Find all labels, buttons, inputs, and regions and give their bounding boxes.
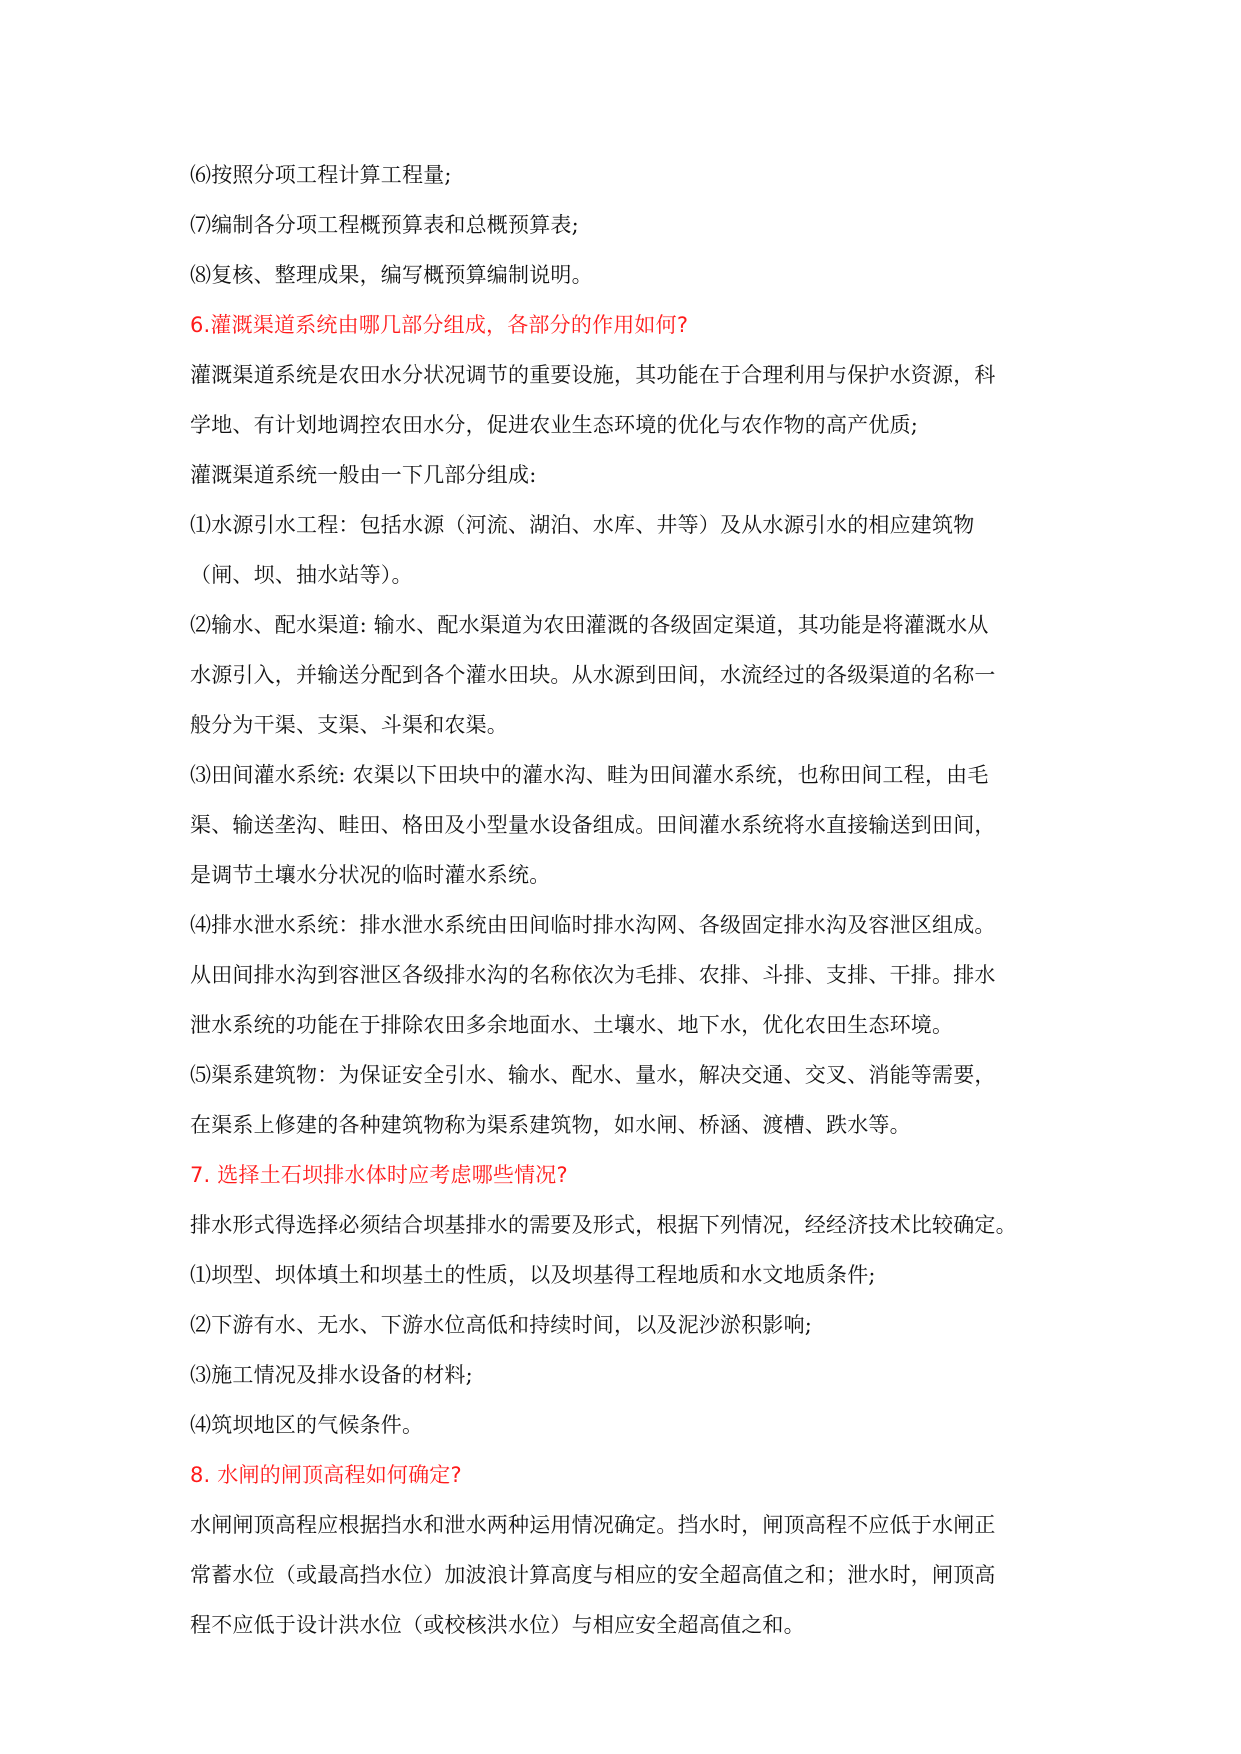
answer-6-line: 灌溉渠道系统一般由一下几部分组成: [190, 463, 537, 487]
answer-6-item-3: ⑶田间灌水系统: 农渠以下田块中的灌水沟、畦为田间灌水系统，也称田间工程，由毛 [190, 763, 989, 787]
answer-6-item-2: 般分为干渠、支渠、斗渠和农渠。 [190, 713, 508, 737]
answer-7-item-1: ⑴坝型、坝体填土和坝基土的性质，以及坝基得工程地质和水文地质条件; [190, 1263, 876, 1287]
answer-6-item-1: ⑴水源引水工程：包括水源（河流、湖泊、水库、井等）及从水源引水的相应建筑物 [190, 513, 975, 537]
answer-7-line: 排水形式得选择必须结合坝基排水的需要及形式，根据下列情况，经经济技术比较确定。 [190, 1213, 1017, 1237]
question-7-heading: 7. 选择土石坝排水体时应考虑哪些情况? [190, 1163, 568, 1187]
answer-6-item-3: 是调节土壤水分状况的临时灌水系统。 [190, 863, 551, 887]
question-6-heading: 6.灌溉渠道系统由哪几部分组成，各部分的作用如何? [190, 313, 689, 337]
answer-7-item-3: ⑶施工情况及排水设备的材料; [190, 1363, 473, 1387]
answer-6-item-2: 水源引入，并输送分配到各个灌水田块。从水源到田间，水流经过的各级渠道的名称一 [190, 663, 996, 687]
answer-6-item-5: 在渠系上修建的各种建筑物称为渠系建筑物，如水闸、桥涵、渡槽、跌水等。 [190, 1113, 911, 1137]
step-6-line: ⑹按照分项工程计算工程量; [190, 163, 452, 187]
answer-8-line: 水闸闸顶高程应根据挡水和泄水两种运用情况确定。挡水时，闸顶高程不应低于水闸正 [190, 1513, 996, 1537]
answer-8-line: 常蓄水位（或最高挡水位）加波浪计算高度与相应的安全超高值之和；泄水时，闸顶高 [190, 1563, 996, 1587]
answer-6-item-3: 渠、输送垄沟、畦田、格田及小型量水设备组成。田间灌水系统将水直接输送到田间， [190, 813, 996, 837]
step-7-line: ⑺编制各分项工程概预算表和总概预算表; [190, 213, 579, 237]
step-8-line: ⑻复核、整理成果，编写概预算编制说明。 [190, 263, 593, 287]
answer-6-line: 学地、有计划地调控农田水分，促进农业生态环境的优化与农作物的高产优质; [190, 413, 919, 437]
answer-6-item-1: （闸、坝、抽水站等）。 [190, 563, 413, 587]
answer-7-item-2: ⑵下游有水、无水、下游水位高低和持续时间，以及泥沙淤积影响; [190, 1313, 813, 1337]
question-8-heading: 8. 水闸的闸顶高程如何确定? [190, 1463, 462, 1487]
answer-7-item-4: ⑷筑坝地区的气候条件。 [190, 1413, 424, 1437]
answer-6-item-4: ⑷排水泄水系统：排水泄水系统由田间临时排水沟网、各级固定排水沟及容泄区组成。 [190, 913, 996, 937]
answer-6-item-4: 从田间排水沟到容泄区各级排水沟的名称依次为毛排、农排、斗排、支排、干排。排水 [190, 963, 996, 987]
answer-6-line: 灌溉渠道系统是农田水分状况调节的重要设施，其功能在于合理利用与保护水资源，科 [190, 363, 996, 387]
answer-6-item-5: ⑸渠系建筑物：为保证安全引水、输水、配水、量水，解决交通、交叉、消能等需要， [190, 1063, 996, 1087]
answer-6-item-2: ⑵输水、配水渠道: 输水、配水渠道为农田灌溉的各级固定渠道，其功能是将灌溉水从 [190, 613, 989, 637]
answer-8-line: 程不应低于设计洪水位（或校核洪水位）与相应安全超高值之和。 [190, 1613, 805, 1637]
document-page [190, 150, 1065, 1650]
answer-6-item-4: 泄水系统的功能在于排除农田多余地面水、土壤水、地下水，优化农田生态环境。 [190, 1013, 954, 1037]
